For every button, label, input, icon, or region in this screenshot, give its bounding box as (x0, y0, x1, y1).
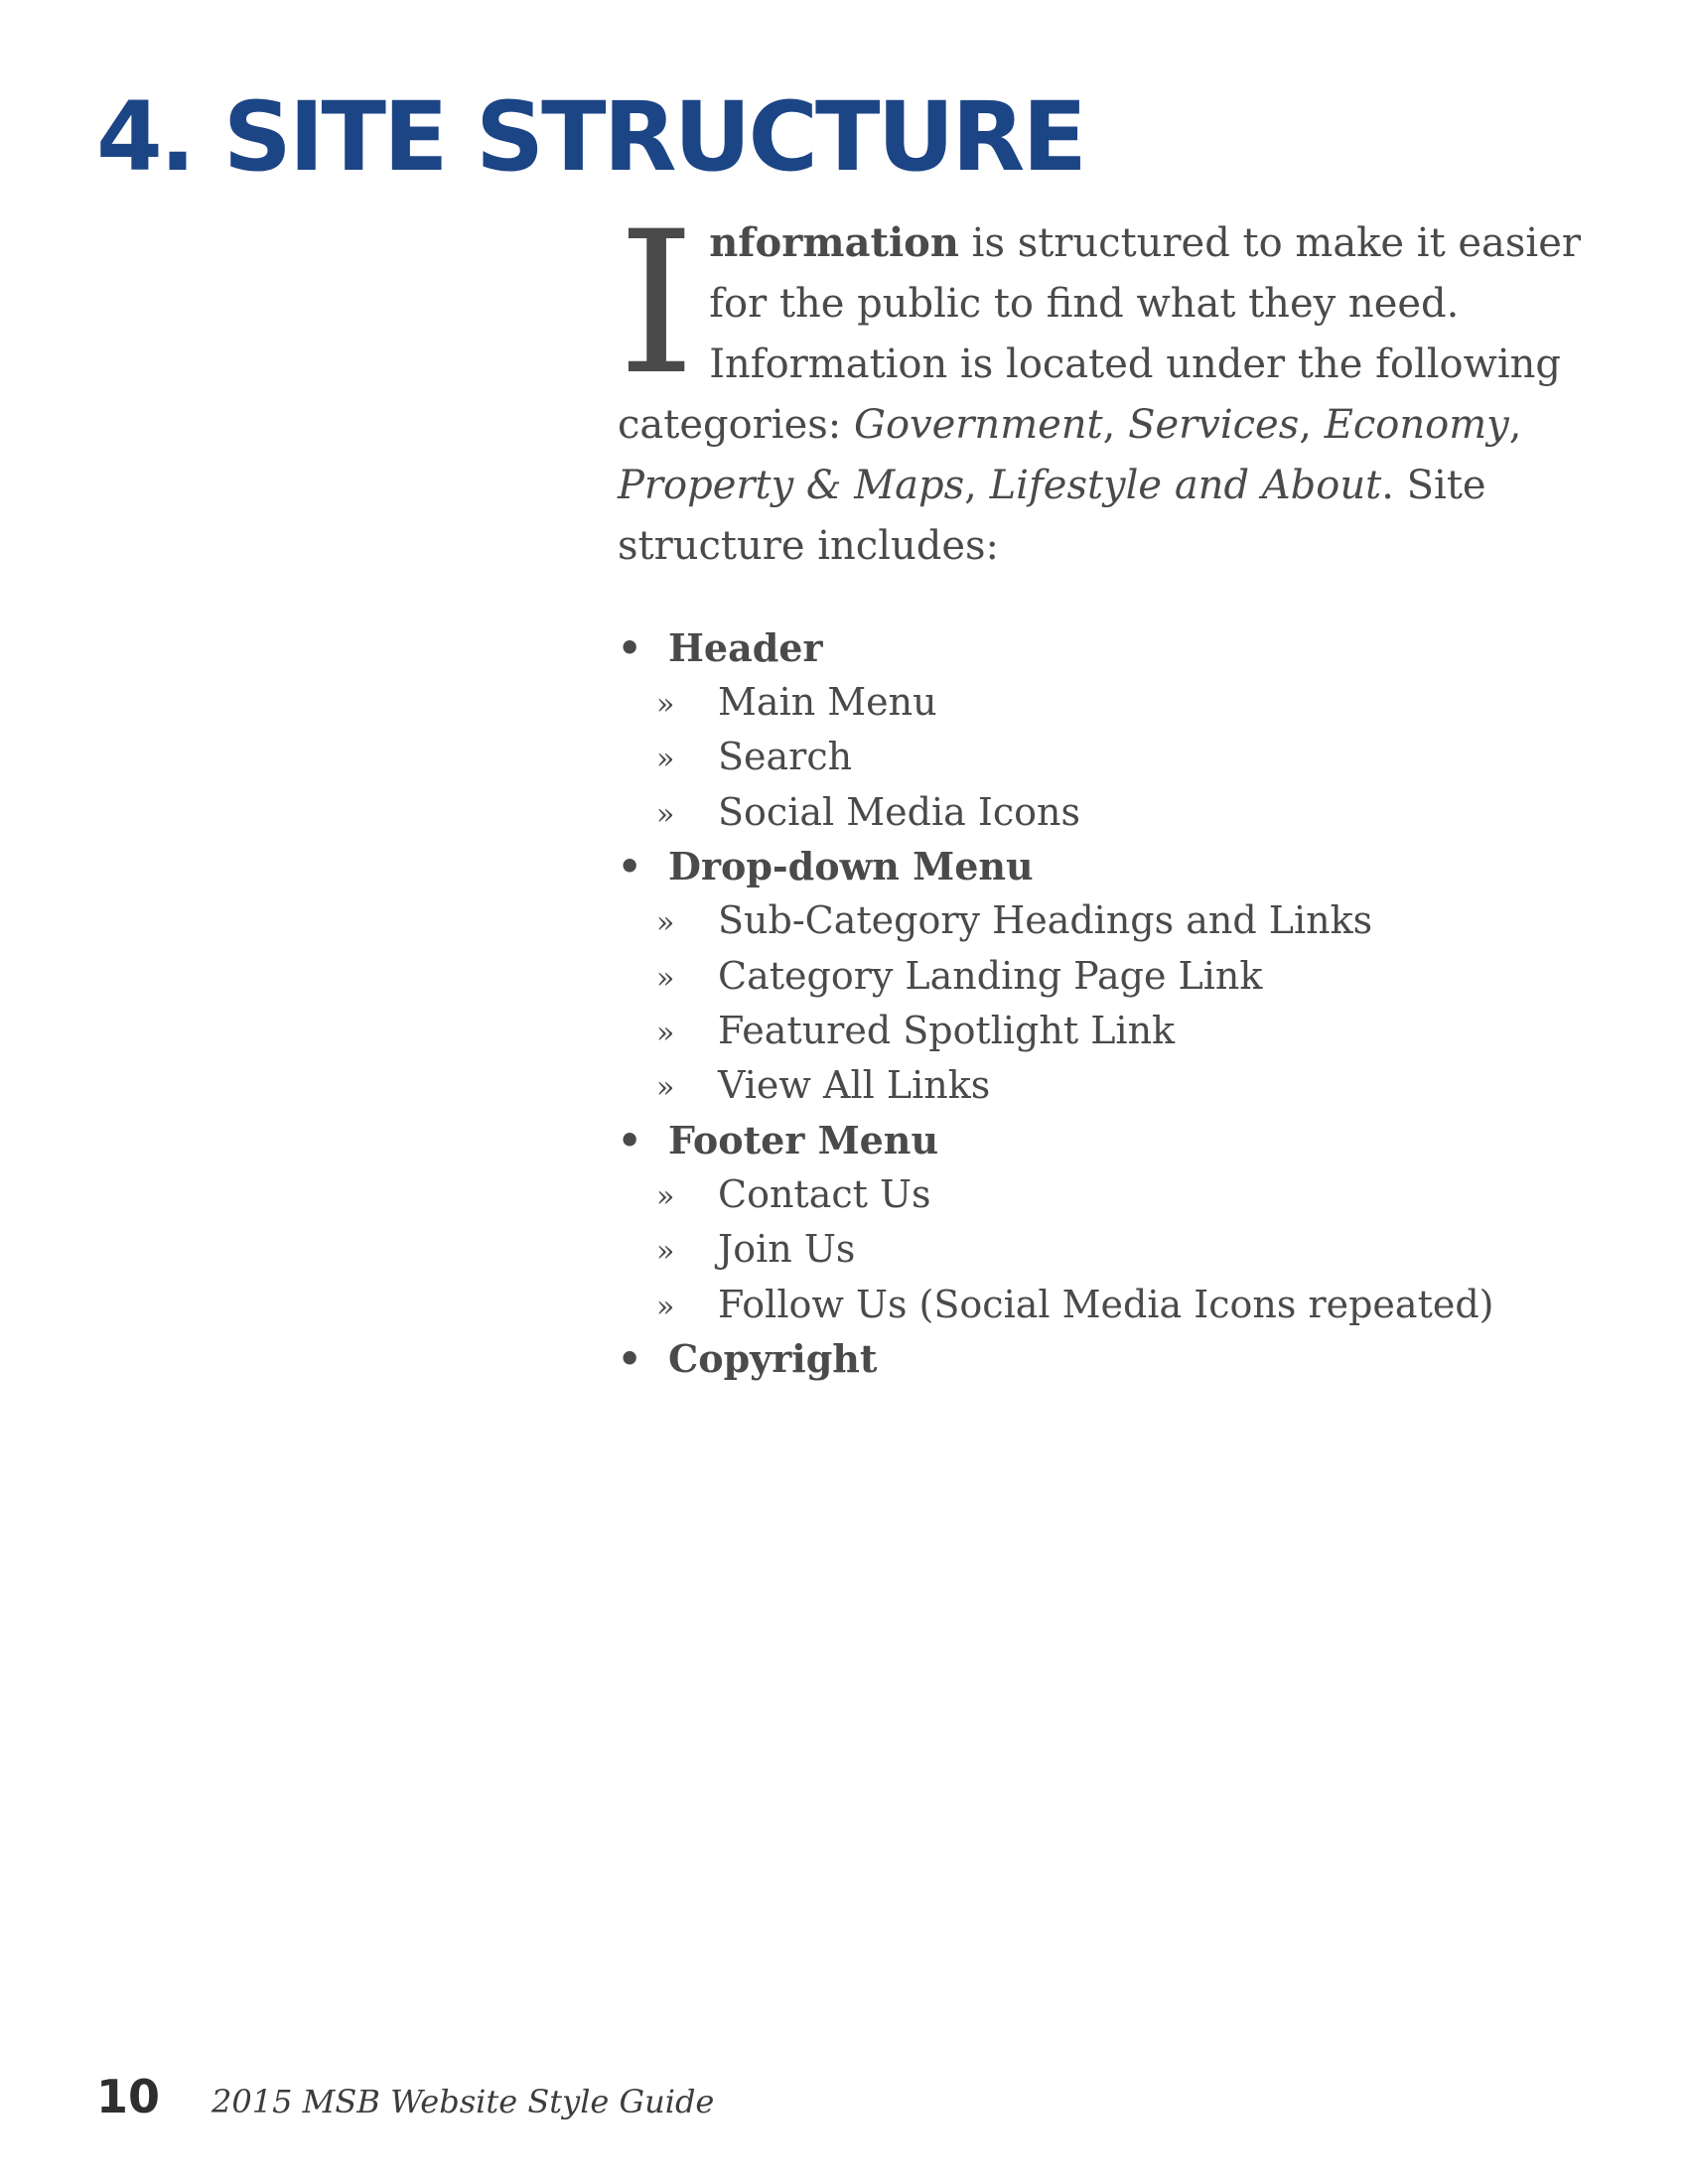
sub-list-item-label: Social Media Icons (718, 789, 1080, 834)
page-title: 4. SITE STRUCTURE (96, 81, 1084, 193)
sub-list-item-label: Sub-Category Headings and Links (718, 898, 1373, 943)
bullet-icon: • (618, 1117, 642, 1162)
double-chevron-icon: » (656, 796, 675, 832)
intro-separator: , (1299, 402, 1325, 448)
double-chevron-icon: » (656, 1015, 675, 1050)
sub-list-item (618, 1278, 1611, 1332)
sub-list-item-label: Join Us (718, 1227, 856, 1272)
sub-list-item-label: Search (718, 735, 853, 779)
sub-list-item (618, 1222, 1611, 1277)
bullet-icon: • (618, 844, 642, 889)
double-chevron-icon: » (656, 905, 675, 941)
intro-and: and (1174, 463, 1250, 508)
category-about: About (1261, 463, 1382, 508)
category-lifestyle: Lifestyle (989, 463, 1163, 508)
category-property-maps: Property & Maps (618, 463, 965, 508)
document-title: 2015 MSB Website Style Guide (211, 2083, 715, 2120)
page-number: 10 (96, 2070, 161, 2123)
sub-list-item-label: Follow Us (Social Media Icons repeated) (718, 1282, 1494, 1326)
sub-list-item-label: Featured Spotlight Link (718, 1008, 1176, 1052)
sub-list-item-label: Category Landing Page Link (718, 953, 1263, 998)
list-item-label: Header (668, 625, 823, 670)
list-item-label: Drop-down Menu (668, 844, 1034, 889)
intro-separator: , (1508, 402, 1522, 448)
intro-text: is structured to make it easier for the public to find what they need. Information is located under the following categories: (618, 220, 1582, 448)
intro-separator: , (964, 463, 990, 508)
sub-list-item (618, 893, 1611, 948)
sub-list-item-label: Contact Us (718, 1171, 931, 1216)
site-structure-list (618, 621, 1611, 1386)
sub-list-item (618, 785, 1611, 840)
bullet-icon: • (618, 1335, 642, 1381)
sub-list-item (618, 1058, 1611, 1113)
list-item-label: Copyright (668, 1335, 878, 1381)
sub-list-item (618, 675, 1611, 730)
category-economy: Economy (1324, 402, 1509, 448)
category-government: Government (854, 402, 1103, 448)
intro-lead-word: nformation (709, 219, 959, 266)
double-chevron-icon: » (656, 1234, 675, 1270)
sub-list-item (618, 1167, 1611, 1222)
intro-paragraph (618, 189, 1611, 577)
double-chevron-icon: » (656, 1070, 675, 1106)
bullet-icon: • (618, 625, 642, 670)
page-footer (96, 2070, 714, 2129)
intro-text-end: . Site structure includes: (618, 463, 1486, 569)
double-chevron-icon: » (656, 687, 675, 722)
intro-separator: , (1102, 402, 1129, 448)
list-item-copyright (618, 1332, 1611, 1386)
sub-list-item-label: View All Links (718, 1063, 991, 1108)
list-item-footer-menu (618, 1114, 1611, 1167)
double-chevron-icon: » (656, 960, 675, 996)
list-item-drop-down-menu (618, 840, 1611, 893)
drop-cap: I (618, 189, 696, 418)
double-chevron-icon: » (656, 1178, 675, 1214)
sub-list-item-label: Main Menu (718, 680, 937, 724)
category-services: Services (1128, 402, 1300, 448)
sub-list-item (618, 949, 1611, 1004)
list-item-label: Footer Menu (668, 1117, 939, 1162)
double-chevron-icon: » (656, 742, 675, 777)
sub-list-item (618, 1004, 1611, 1058)
sub-list-item (618, 730, 1611, 784)
double-chevron-icon: » (656, 1289, 675, 1324)
list-item-header (618, 621, 1611, 675)
